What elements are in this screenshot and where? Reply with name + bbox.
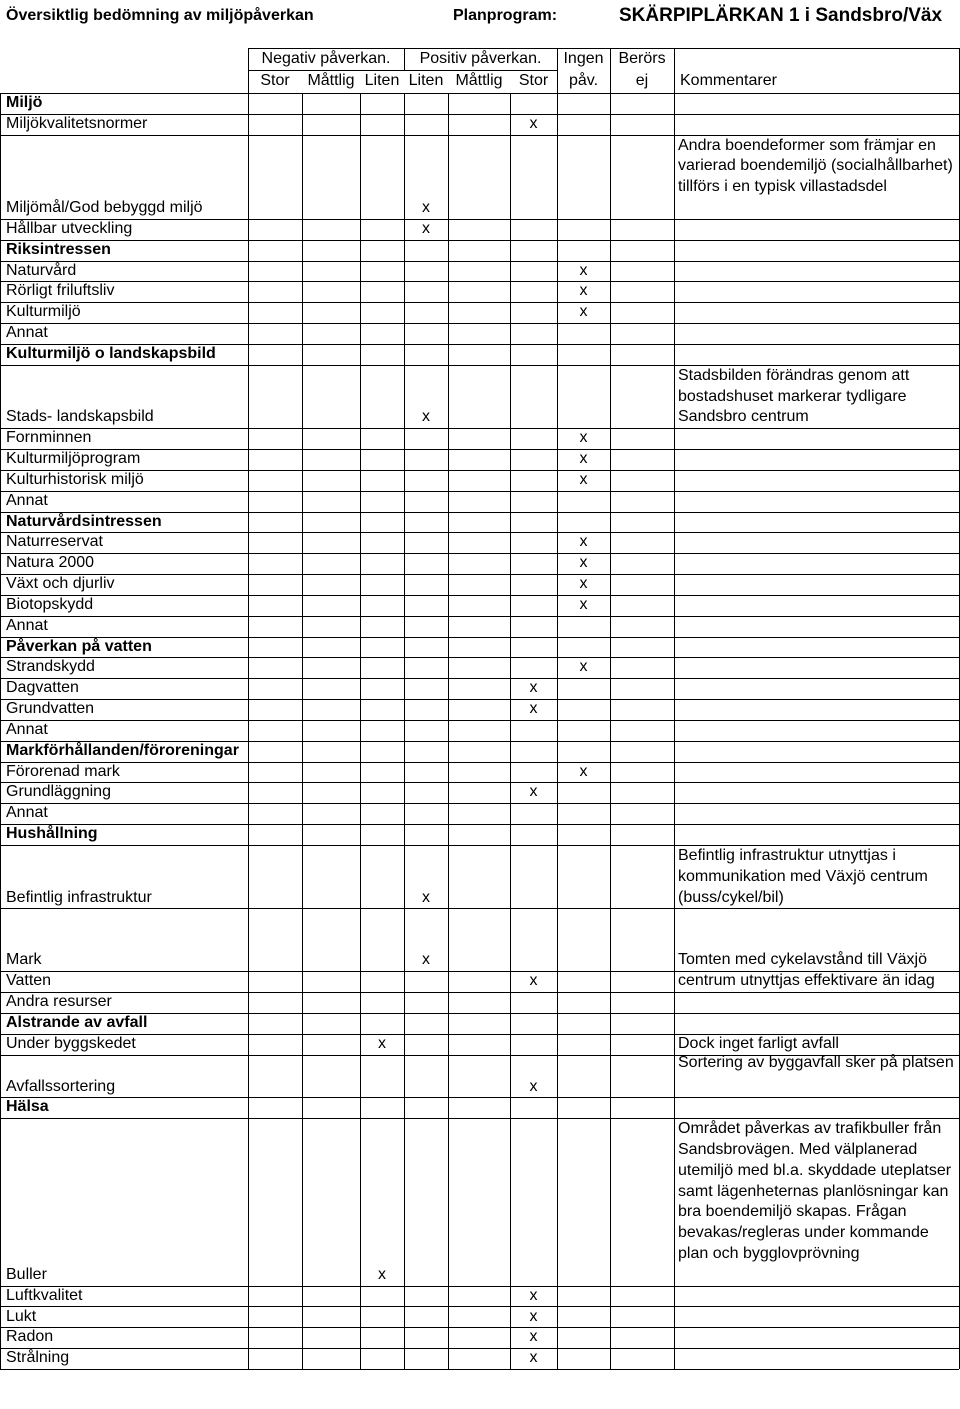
assessment-mark: x [529,1077,538,1095]
row-label: Miljömål/God bebyggd miljö [6,199,203,217]
grid-line [0,782,959,783]
grid-line [0,470,959,471]
row-label: Naturvård [6,261,77,279]
section-heading: Påverkan på vatten [6,637,152,655]
assessment-mark: x [579,575,588,593]
column-kommentarer: Kommentarer [680,72,777,89]
grid-line [557,48,558,70]
grid-line [0,491,959,492]
grid-line [0,1034,959,1035]
grid-line [0,1097,959,1098]
grid-line [0,678,959,679]
grid-line [0,261,959,262]
grid-line [610,70,611,93]
assessment-mark: x [579,554,588,572]
column-sub-label: Måttlig [455,72,503,89]
row-label: Luftkvalitet [6,1286,83,1304]
grid-line [0,135,959,136]
column-sub-label: Måttlig [307,72,355,89]
grid-line [0,1369,959,1370]
grid-line [0,845,959,846]
section-heading: Naturvårdsintressen [6,512,162,530]
grid-line [0,240,959,241]
comment-cell: Stadsbilden förändras genom att bostadshuset markerar tydligare Sandsbro centrum [678,366,910,426]
assessment-table [0,48,960,1406]
grid-line [404,48,405,70]
assessment-mark: x [579,595,588,613]
grid-line [557,70,558,93]
grid-line [510,93,511,1369]
assessment-mark: x [579,533,588,551]
grid-line [0,595,959,596]
grid-line [360,93,361,1369]
assessment-mark: x [529,972,538,990]
row-label: Buller [6,1265,47,1283]
row-label: Mark [6,951,42,969]
comment-cell: Tomten med cykelavstånd till Växjö centrum utnyttjas effektivare än idag [678,951,935,990]
row-label: Dagvatten [6,679,79,697]
grid-line [0,114,959,115]
grid-line [0,449,959,450]
assessment-mark: x [579,470,588,488]
assessment-mark: x [422,219,430,237]
comment-cell: Området påverkas av trafikbuller från Sandsbrovägen. Med välplanerad utemiljö med bl.a. skyddade uteplatser samt lägenheternas planlösningar kan bra boendemiljö skapas. Frågan bevakas/regleras under kommande plan och bygglovprövning [678,1120,952,1263]
row-label: Lukt [6,1307,37,1325]
assessment-mark: x [579,429,588,447]
grid-line [0,741,959,742]
grid-line [0,1327,959,1328]
grid-line [610,48,611,70]
assessment-mark: x [529,783,538,801]
grid-line [248,93,249,1369]
grid-line [0,93,959,94]
grid-line [0,803,959,804]
grid-line [0,532,959,533]
assessment-mark: x [422,888,430,906]
row-label: Radon [6,1328,54,1346]
grid-line [248,70,557,71]
grid-line [674,48,675,70]
grid-line [0,365,959,366]
assessment-mark: x [529,114,538,132]
grid-line [0,302,959,303]
grid-line [448,93,449,1369]
row-label: Miljökvalitetsnormer [6,114,148,132]
row-label: Grundvatten [6,700,95,718]
grid-line [0,637,959,638]
assessment-mark: x [579,261,588,279]
grid-line [0,281,959,282]
section-heading: Hushållning [6,825,98,843]
row-label: Annat [6,720,48,738]
assessment-mark: x [579,450,588,468]
grid-line [0,699,959,700]
assessment-mark: x [378,1034,386,1052]
assessment-mark: x [579,303,588,321]
grid-line [0,512,959,513]
grid-line [0,344,959,345]
row-label: Annat [6,804,48,822]
section-heading: Markförhållanden/föroreningar [6,741,239,759]
assessment-mark: x [529,1286,538,1304]
column-berors-sub: ej [635,72,649,89]
row-label: Stads- landskapsbild [6,408,154,426]
grid-line [0,1118,959,1119]
grid-line [0,93,1,1369]
comment-cell: Andra boendeformer som främjar en varierad boendemiljö (socialhållbarhet) tillförs i en typisk villastadsdel [678,136,953,196]
assessment-mark: x [579,762,588,780]
grid-line [0,574,959,575]
page-title: Översiktlig bedömning av miljöpåverkan [6,7,314,24]
row-label: Rörligt friluftsliv [6,282,115,300]
section-heading: Alstrande av avfall [6,1013,148,1031]
section-heading: Miljö [6,94,43,112]
row-label: Biotopskydd [6,595,94,613]
grid-line [0,428,959,429]
grid-line [0,1055,959,1056]
row-label: Natura 2000 [6,554,95,572]
grid-line [0,657,959,658]
grid-line [0,616,959,617]
grid-line [248,48,959,49]
row-label: Förorenad mark [6,762,120,780]
grid-line [0,1348,959,1349]
grid-line [0,1013,959,1014]
row-label: Annat [6,616,48,634]
row-label: Befintlig infrastruktur [6,888,152,906]
row-label: Växt och djurliv [6,575,115,593]
column-ingen: Ingen [563,50,604,67]
grid-line [0,720,959,721]
grid-line [0,824,959,825]
row-label: Under byggskedet [6,1034,136,1052]
comment-cell: Sortering av byggavfall sker på platsen [678,1053,954,1071]
grid-line [248,70,249,93]
column-sub-label: Stor [518,72,549,89]
grid-line [0,219,959,220]
grid-line [0,992,959,993]
row-label: Hållbar utveckling [6,219,133,237]
grid-line [610,93,611,1369]
row-label: Annat [6,324,48,342]
page-header [0,0,960,36]
plan-name: SKÄRPIPLÄRKAN 1 i Sandsbro/Väx [619,5,943,26]
grid-line [302,93,303,1369]
comment-cell: Befintlig infrastruktur utnyttjas i kommunikation med Växjö centrum (buss/cykel/bil) [678,846,928,906]
row-label: Andra resurser [6,993,112,1011]
row-label: Grundläggning [6,783,111,801]
grid-line [0,762,959,763]
grid-line [0,553,959,554]
grid-line [674,93,675,1369]
assessment-mark: x [529,679,538,697]
grid-line [557,93,558,1369]
grid-line [0,1286,959,1287]
column-ingen-sub: påv. [568,72,599,89]
grid-line [404,93,405,1369]
row-label: Strålning [6,1349,70,1367]
comment-cell: Dock inget farligt avfall [678,1034,839,1052]
grid-line [0,1306,959,1307]
assessment-mark: x [422,951,430,969]
assessment-mark: x [579,282,588,300]
row-label: Avfallssortering [6,1077,116,1095]
grid-line [0,908,959,909]
grid-line [0,971,959,972]
section-heading: Riksintressen [6,240,111,258]
row-label: Kulturmiljöprogram [6,450,141,468]
row-label: Kulturhistorisk miljö [6,470,144,488]
column-sub-label: Stor [260,72,290,89]
assessment-mark: x [422,199,430,217]
assessment-mark: x [529,1349,538,1367]
grid-line [674,70,675,93]
assessment-mark: x [422,408,430,426]
assessment-mark: x [529,700,538,718]
column-sub-label: Liten [408,72,444,89]
assessment-mark: x [378,1265,386,1283]
assessment-mark: x [529,1307,538,1325]
assessment-mark: x [579,658,588,676]
column-group-negative: Negativ påverkan. [261,50,391,67]
row-label: Annat [6,491,48,509]
column-berors: Berörs [618,50,666,67]
section-heading: Kulturmiljö o landskapsbild [6,344,216,362]
row-label: Naturreservat [6,533,103,551]
section-heading: Hälsa [6,1098,49,1116]
row-label: Kulturmiljö [6,303,81,321]
row-label: Fornminnen [6,429,92,447]
column-group-positive: Positiv påverkan. [419,50,542,67]
assessment-mark: x [529,1328,538,1346]
grid-line [248,48,249,70]
row-label: Strandskydd [6,658,95,676]
plan-label: Planprogram: [453,7,558,24]
grid-line [0,323,959,324]
column-sub-label: Liten [364,72,400,89]
row-label: Vatten [6,972,52,990]
